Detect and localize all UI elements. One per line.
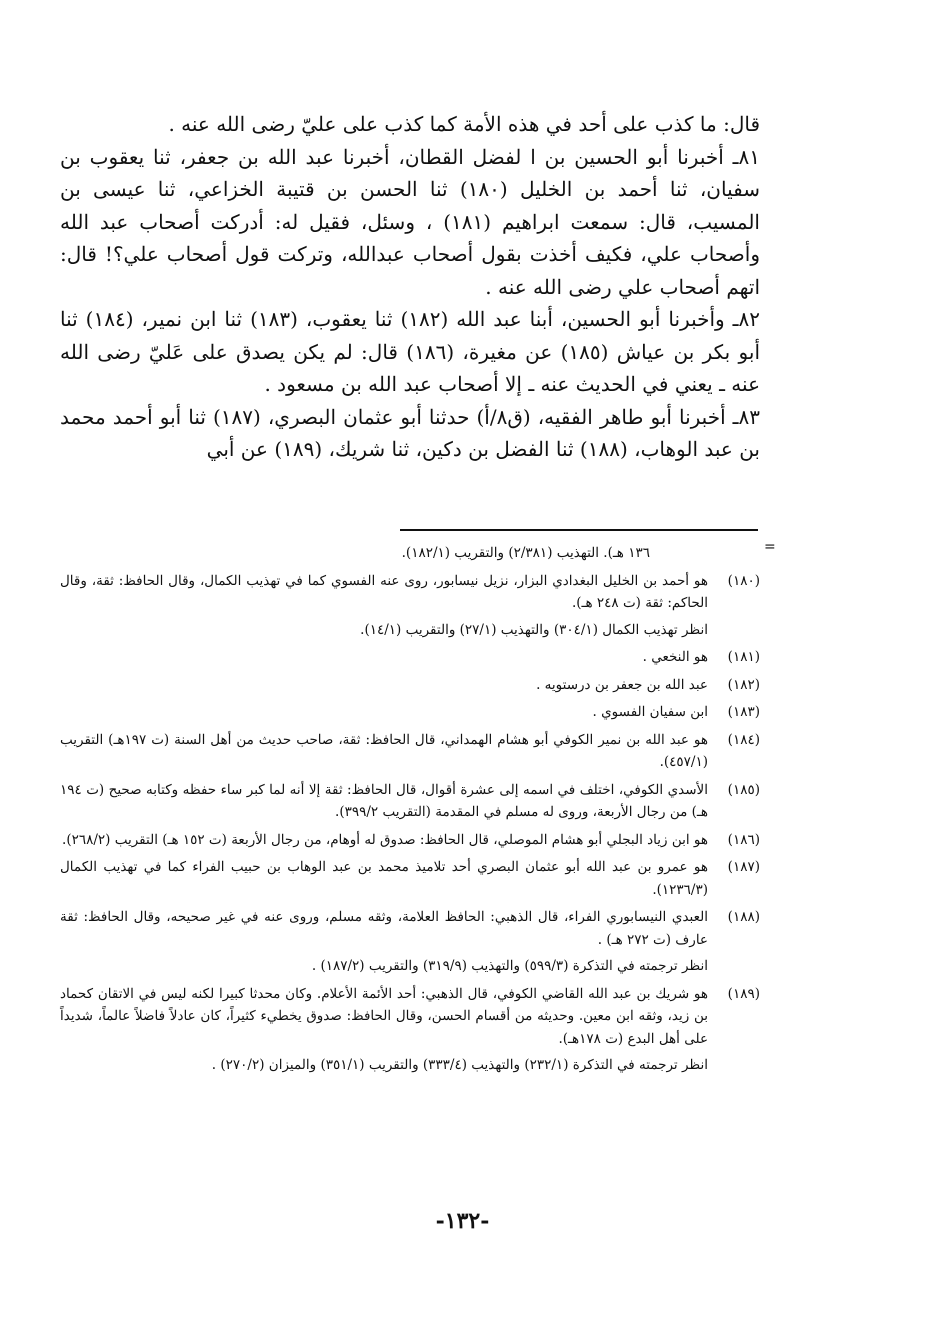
footnote-text: هو عبد الله بن نمير الكوفي أبو هشام الهمداني، قال الحافظ: ثقة، صاحب حديث من أهل السنة (ت ١٩٧هـ) التقريب (٤٥٧/١). <box>60 731 708 770</box>
footnote-number: (١٨٥) <box>727 781 760 798</box>
footnote-divider <box>400 529 758 531</box>
footnote-number: (١٨٢) <box>727 676 760 693</box>
footnote <box>60 570 760 642</box>
footnote <box>60 906 760 978</box>
footnote <box>60 829 760 852</box>
footnote <box>60 983 760 1077</box>
footnote-text: هو شريك بن عبد الله القاضي الكوفي، قال الذهبي: أحد الأئمة الأعلام. وكان محدثا كبيرا لكنه ليس في الاتقان كحماد بن زيد، وثقه ابن معين. وحديثه من أقسام الحسن، وقال الحافظ: صدوق يخطيء كثيراً، كان عادلاً فاضلاً عالماً، شديداً على أهل البدع (ت ١٧٨هـ). <box>60 985 708 1047</box>
footnote <box>60 779 760 824</box>
footnote <box>60 729 760 774</box>
footnote-text: هو عمرو بن عبد الله أبو عثمان البصري أحد تلاميذ محمد بن عبد الوهاب بن حبيب الفراء كما في تهذيب الكمال (١٢٣٦/٣). <box>60 859 708 898</box>
footnote-body <box>60 829 708 852</box>
footnote-body <box>60 570 708 642</box>
footnote <box>60 701 760 724</box>
footnote <box>60 674 760 697</box>
footnote-text: العبدي النيسابوري الفراء، قال الذهبي: الحافظ العلامة، وثقه مسلم، وروى عنه في غير صحيحه، وقال الحافظ: ثقة عارف (ت ٢٧٢ هـ) . <box>60 909 708 948</box>
footnote-reference: انظر ترجمته في التذكرة (٥٩٩/٣) والتهذيب (٣١٩/٩) والتقريب (١٨٧/٢) . <box>311 958 708 974</box>
footnote-reference: انظر ترجمته في التذكرة (٢٣٢/١) والتهذيب (٣٣٣/٤) والتقريب (٣٥١/١) والميزان (٢٧٠/٢) . <box>211 1057 708 1073</box>
paragraph: ٨٢ـ وأخبرنا أبو الحسين، أبنا عبد الله (١٨٢) ثنا يعقوب، (١٨٣) ثنا ابن نمير، (١٨٤) ثنا أبو بكر بن عياش (١٨٥) عن مغيرة، (١٨٦) قال: لم يكن يصدق على عَليّ رضى الله عنه ـ يعني في الحديث عنه ـ إلا أصحاب عبد الله بن مسعود . <box>60 307 761 396</box>
footnote-reference: انظر تهذيب الكمال (٣٠٤/١) والتهذيب (٢٧/١) والتقريب (١٤/١). <box>360 621 708 638</box>
footnote <box>60 856 760 901</box>
footnote-number: (١٨٦) <box>727 831 760 848</box>
footnote-text: ابن سفيان الفسوي . <box>592 704 708 720</box>
footnote-text: هو النخعي . <box>642 649 708 665</box>
footnote-number: (١٨٧) <box>727 859 760 875</box>
footnote-body <box>60 701 708 724</box>
footnote-body <box>60 983 708 1077</box>
footnote-body <box>60 674 708 697</box>
footnote-number: (١٨٩) <box>727 985 760 1002</box>
footnote-text: الأسدي الكوفي، اختلف في اسمه إلى عشرة أقوال، قال الحافظ: ثقة إلا أنه لما كبر ساء حفظه وكتابه صحيح (ت ١٩٤ هـ) من رجال الأربعة، وروى له مسلم في المقدمة (التقريب ٣٩٩/٢). <box>60 781 708 820</box>
footnote-number: (١٨٨) <box>727 909 760 925</box>
paragraph: ٨٣ـ أخبرنا أبو طاهر الفقيه، (ق٨/أ) حدثنا أبو عثمان البصري، (١٨٧) ثنا أبو أحمد محمد بن عبد الوهاب، (١٨٨) ثنا الفضل بن دكين، ثنا شريك، (١٨٩) عن أبي <box>60 404 761 461</box>
footnotes <box>60 542 760 1082</box>
footnote-body <box>60 856 708 901</box>
page-number: -١٣٢- <box>435 1208 490 1234</box>
continuation-mark: = <box>764 539 776 555</box>
main-text <box>60 108 760 466</box>
footnote-body <box>60 729 708 774</box>
paragraph: ٨١ـ أخبرنا أبو الحسين بن ا لفضل القطان، أخبرنا عبد الله بن جعفر، ثنا يعقوب بن سفيان، ثنا أحمد بن الخليل (١٨٠) ثنا الحسن بن قتيبة الخزاعي، ثنا عيسى بن المسيب، قال: سمعت ابراهيم (١٨١) ، وسئل، فقيل له: أدركت أصحاب عبد الله وأصحاب علي، فكيف أخذت بقول أصحاب عبدالله، وتركت قول أصحاب علي؟! قال: اتهم أصحاب علي رضى الله عنه . <box>60 144 760 299</box>
footnote-number: (١٨٣) <box>727 704 760 720</box>
footnote-number: (١٨٠) <box>727 572 760 589</box>
footnote-number: (١٨١) <box>727 649 760 665</box>
footnote-text: عبد الله بن جعفر بن درستويه . <box>536 676 708 693</box>
footnote-body <box>60 906 708 978</box>
footnote <box>60 646 760 669</box>
footnote-continuation: ١٣٦ هـ). التهذيب (٢/٣٨١) والتقريب (١٨٢/١). <box>401 545 650 561</box>
footnote-body <box>60 646 708 669</box>
footnote-text: هو ابن زياد البجلي أبو هشام الموصلي، قال الحافظ: صدوق له أوهام، من رجال الأربعة (ت ١٥٢ هـ) التقريب (٢٦٨/٢). <box>62 831 708 848</box>
footnote-body <box>60 779 708 824</box>
footnote-text: هو أحمد بن الخليل البغدادي البزار، نزيل نيسابور، روى عنه الفسوي كما في تهذيب الكمال، وقال الحافظ: ثقة، وقال الحاكم: ثقة (ت ٢٤٨ هـ). <box>60 572 708 611</box>
footnote-number: (١٨٤) <box>727 731 760 748</box>
paragraph: قال: ما كذب على أحد في هذه الأمة كما كذب على عليّ رضى الله عنه . <box>168 112 760 136</box>
